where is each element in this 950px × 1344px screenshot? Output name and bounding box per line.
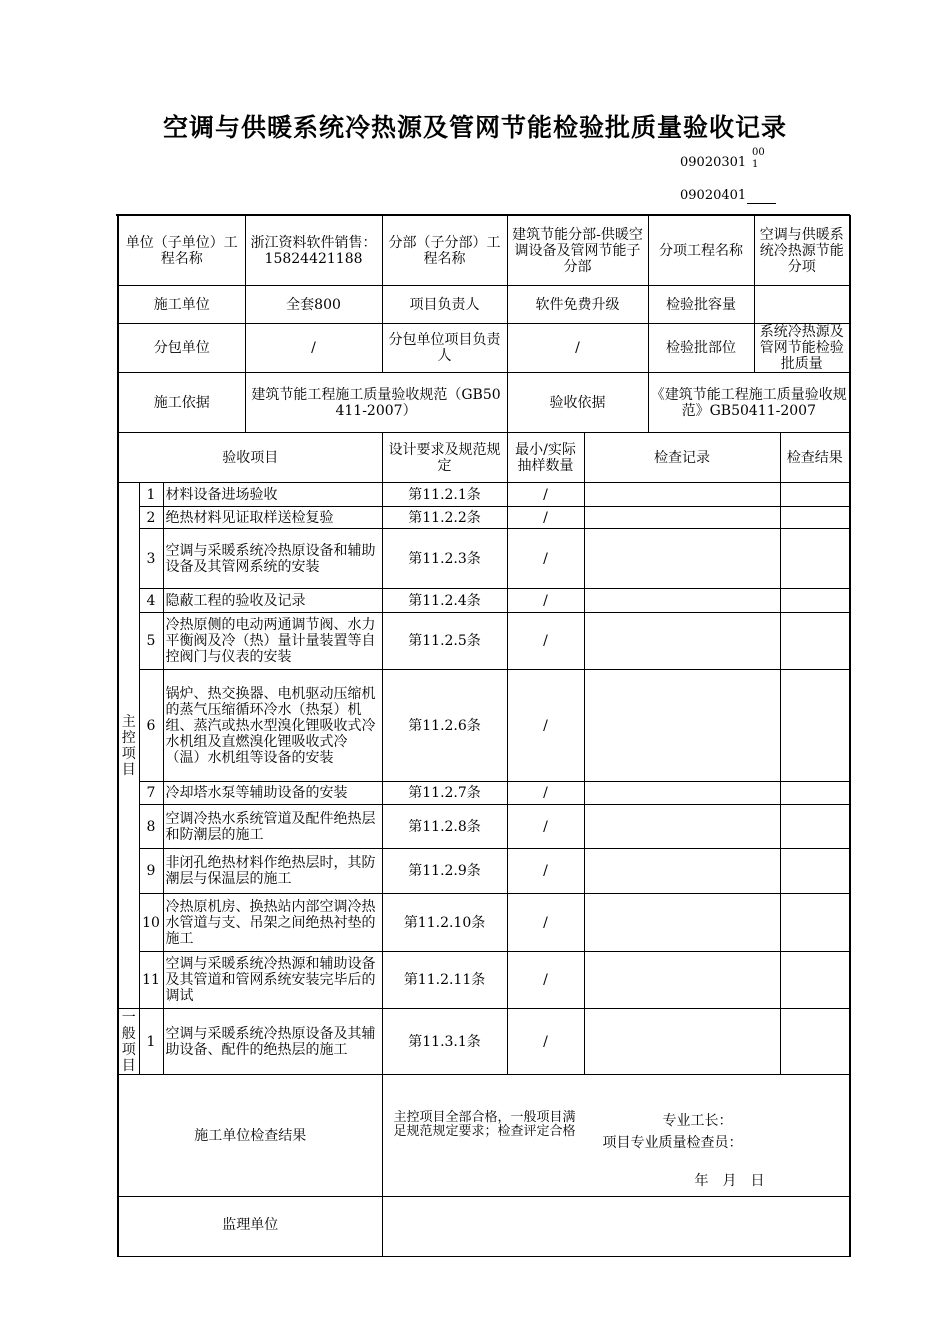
capacity-value	[754, 286, 850, 324]
part-value: 系统冷热源及管网节能检验批质量	[754, 324, 850, 373]
acceptance-form	[117, 215, 851, 1257]
unit-value: 浙江资料软件销售：15824421188	[245, 216, 382, 286]
inspector-label: 项目专业质量检查员：	[602, 1135, 743, 1151]
item-desc: 锅炉、热交换器、电机驱动压缩机的蒸气压缩循环冷水（热泵）机组、蒸汽或热水型溴化锂吸收式冷水机组及直燃溴化锂吸收式冷（温）水机组等设备的安装	[163, 670, 382, 782]
item-result	[780, 529, 850, 589]
part-label: 检验批部位	[648, 324, 754, 373]
item-clause: 第11.2.6条	[382, 670, 507, 782]
item-clause: 第11.2.5条	[382, 613, 507, 670]
batch-code-2-blank	[747, 186, 776, 204]
page-title: 空调与供暖系统冷热源及管网节能检验批质量验收记录	[162, 113, 787, 142]
item-sample: /	[507, 589, 584, 613]
item-record	[584, 952, 780, 1009]
supervisor-label: 监理单位	[118, 1197, 382, 1257]
batch-code-2: 09020401	[680, 188, 747, 203]
col-design-header: 设计要求及规范规定	[382, 433, 507, 483]
item-desc: 冷热原侧的电动两通调节阀、水力平衡阀及冷（热）量计量装置等自控阀门与仪表的安装	[163, 613, 382, 670]
conclusion-text: 主控项目全部合格，一般项目满足规范规定要求；检查评定合格	[393, 1110, 576, 1139]
unit-label: 单位（子单位）工程名称	[118, 216, 245, 286]
item-sample: /	[507, 805, 584, 849]
item-result	[780, 805, 850, 849]
item-clause: 第11.2.9条	[382, 849, 507, 894]
item-desc: 空调冷热水系统管道及配件绝热层和防潮层的施工	[163, 805, 382, 849]
contractor-check-label: 施工单位检查结果	[118, 1075, 382, 1197]
basis-label: 施工依据	[118, 373, 245, 433]
item-result	[780, 1009, 850, 1075]
item-record	[584, 894, 780, 952]
sub-pm-value: /	[507, 324, 648, 373]
item-record	[584, 507, 780, 529]
item-no: 10	[139, 894, 163, 952]
item-result	[780, 849, 850, 894]
item-result	[780, 507, 850, 529]
item-record	[584, 529, 780, 589]
item-no: 1	[139, 1009, 163, 1075]
item-sample: /	[507, 507, 584, 529]
batch-code-1-suffix-bottom: 1	[752, 159, 759, 170]
batch-code-1: 09020301	[680, 155, 747, 170]
item-no: 1	[139, 483, 163, 507]
item-sample: /	[507, 613, 584, 670]
col-sample-header: 最小/实际抽样数量	[507, 433, 584, 483]
subitem-value: 空调与供暖系统冷热源节能分项	[754, 216, 850, 286]
capacity-label: 检验批容量	[648, 286, 754, 324]
item-sample: /	[507, 782, 584, 805]
item-result	[780, 782, 850, 805]
sub-pm-label: 分包单位项目负责人	[382, 324, 507, 373]
item-no: 8	[139, 805, 163, 849]
item-desc: 空调与采暖系统冷热源和辅助设备及其管道和管网系统安装完毕后的调试	[163, 952, 382, 1009]
item-sample: /	[507, 849, 584, 894]
item-no: 9	[139, 849, 163, 894]
general-items-label: 一般项目	[118, 1009, 139, 1075]
sub-contractor-value: /	[245, 324, 382, 373]
pm-label: 项目负责人	[382, 286, 507, 324]
date-label: 年 月 日	[694, 1173, 765, 1189]
item-result	[780, 483, 850, 507]
accept-label: 验收依据	[507, 373, 648, 433]
contractor-check-area	[382, 1075, 850, 1197]
item-clause: 第11.2.2条	[382, 507, 507, 529]
item-no: 4	[139, 589, 163, 613]
foreman-label: 专业工长：	[662, 1113, 733, 1129]
item-result	[780, 589, 850, 613]
item-record	[584, 782, 780, 805]
item-clause: 第11.2.3条	[382, 529, 507, 589]
item-sample: /	[507, 529, 584, 589]
contractor-label: 施工单位	[118, 286, 245, 324]
item-record	[584, 483, 780, 507]
division-value: 建筑节能分部-供暖空调设备及管网节能子分部	[507, 216, 648, 286]
supervisor-area	[382, 1197, 850, 1257]
item-result	[780, 894, 850, 952]
item-clause: 第11.2.8条	[382, 805, 507, 849]
item-record	[584, 670, 780, 782]
item-clause: 第11.2.1条	[382, 483, 507, 507]
item-desc: 空调与采暖系统冷热原设备和辅助设备及其管网系统的安装	[163, 529, 382, 589]
pm-value: 软件免费升级	[507, 286, 648, 324]
item-sample: /	[507, 670, 584, 782]
item-clause: 第11.2.10条	[382, 894, 507, 952]
item-no: 3	[139, 529, 163, 589]
item-desc: 绝热材料见证取样送检复验	[163, 507, 382, 529]
item-clause: 第11.2.4条	[382, 589, 507, 613]
item-record	[584, 613, 780, 670]
item-no: 7	[139, 782, 163, 805]
item-sample: /	[507, 952, 584, 1009]
item-desc: 空调与采暖系统冷热原设备及其辅助设备、配件的绝热层的施工	[163, 1009, 382, 1075]
item-no: 11	[139, 952, 163, 1009]
main-items-label: 主控项目	[118, 483, 139, 1009]
item-clause: 第11.2.11条	[382, 952, 507, 1009]
item-no: 2	[139, 507, 163, 529]
item-sample: /	[507, 483, 584, 507]
item-desc: 材料设备进场验收	[163, 483, 382, 507]
subitem-label: 分项工程名称	[648, 216, 754, 286]
item-no: 5	[139, 613, 163, 670]
item-record	[584, 1009, 780, 1075]
batch-code-1-suffix-top: 00	[752, 147, 765, 158]
item-no: 6	[139, 670, 163, 782]
item-clause: 第11.3.1条	[382, 1009, 507, 1075]
item-record	[584, 805, 780, 849]
item-clause: 第11.2.7条	[382, 782, 507, 805]
col-item-header: 验收项目	[118, 433, 382, 483]
col-result-header: 检查结果	[780, 433, 850, 483]
item-result	[780, 670, 850, 782]
item-result	[780, 952, 850, 1009]
item-record	[584, 589, 780, 613]
col-record-header: 检查记录	[584, 433, 780, 483]
item-desc: 冷热原机房、换热站内部空调冷热水管道与支、吊架之间绝热衬垫的施工	[163, 894, 382, 952]
item-result	[780, 613, 850, 670]
item-desc: 非闭孔绝热材料作绝热层时，其防潮层与保温层的施工	[163, 849, 382, 894]
accept-value: 《建筑节能工程施工质量验收规范》GB50411-2007	[648, 373, 850, 433]
sub-contractor-label: 分包单位	[118, 324, 245, 373]
item-sample: /	[507, 894, 584, 952]
contractor-value: 全套800	[245, 286, 382, 324]
basis-value: 建筑节能工程施工质量验收规范（GB50411-2007）	[245, 373, 507, 433]
item-record	[584, 849, 780, 894]
item-sample: /	[507, 1009, 584, 1075]
item-desc: 冷却塔水泵等辅助设备的安装	[163, 782, 382, 805]
division-label: 分部（子分部）工程名称	[382, 216, 507, 286]
item-desc: 隐蔽工程的验收及记录	[163, 589, 382, 613]
